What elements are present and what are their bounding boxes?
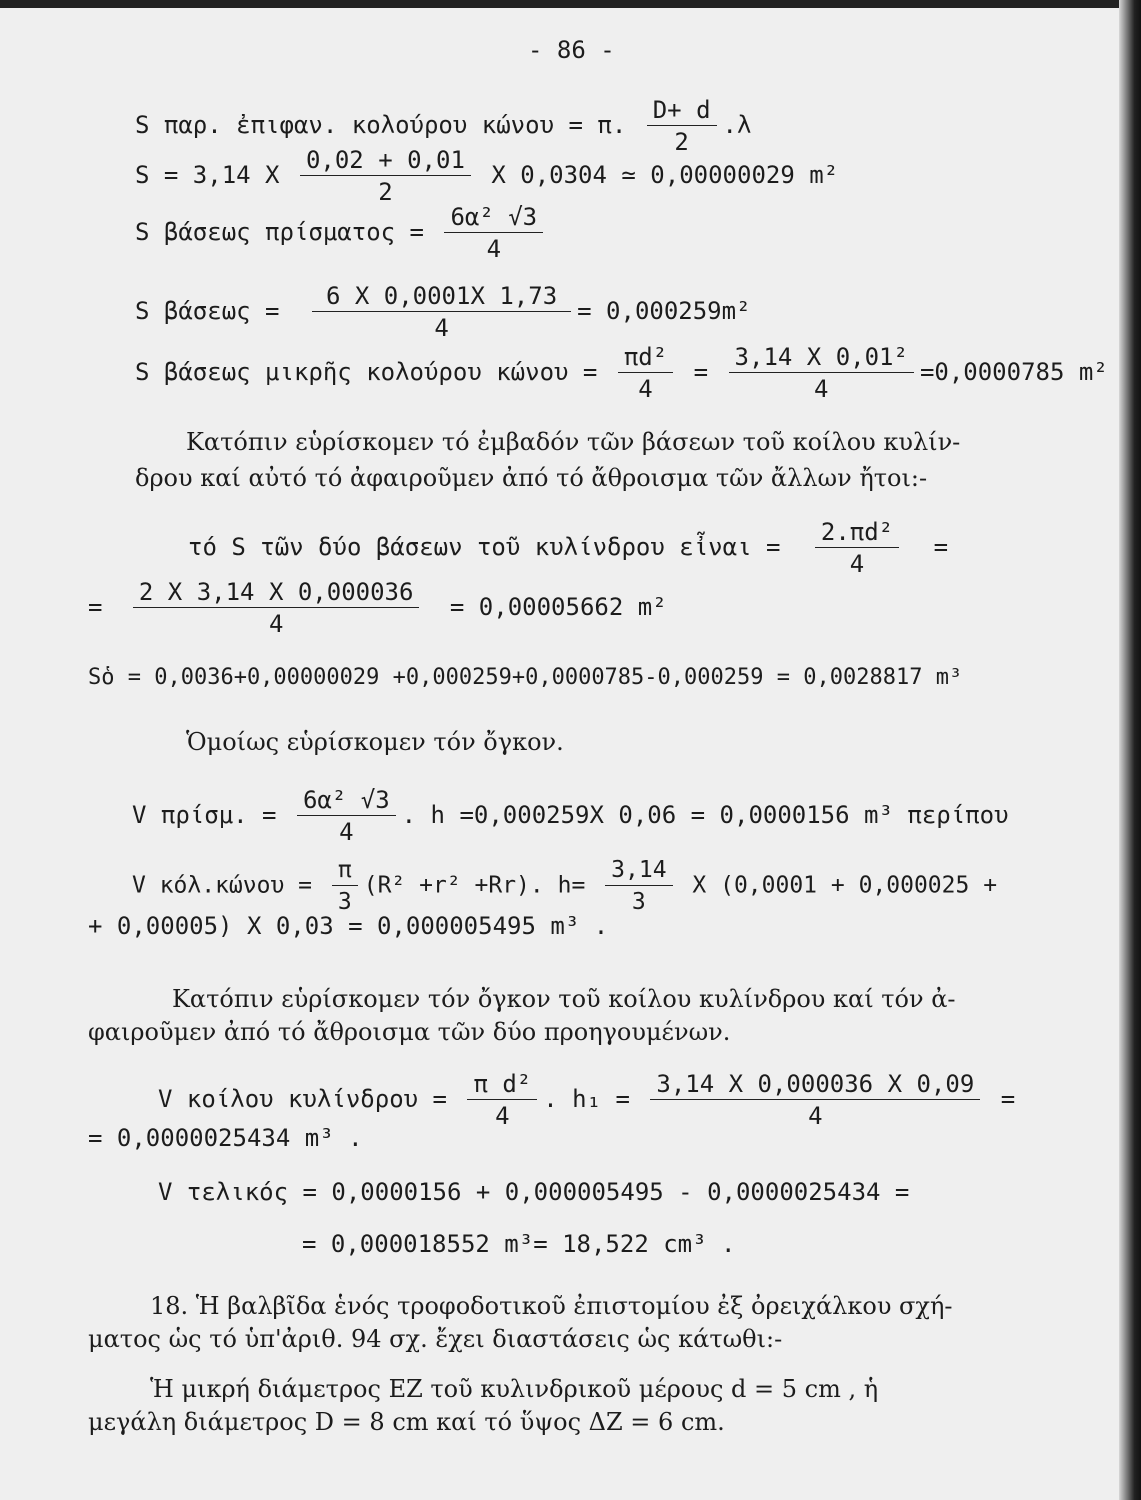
page-number: - 86 -	[528, 36, 615, 64]
formula-label: S = 3,14 X	[135, 161, 280, 189]
paragraph-line: Κατόπιν εὑρίσκομεν τό ἐμβαδόν τῶν βάσεων τοῦ κοίλου κυλίν-	[186, 428, 961, 456]
fraction	[300, 146, 471, 206]
fraction	[297, 786, 396, 846]
denominator: 4	[638, 375, 653, 403]
paragraph-line: Ὁμοίως εὑρίσκομεν τόν ὄγκον.	[186, 728, 564, 756]
paragraph-line: φαιροῦμεν ἀπό τό ἄθροισμα τῶν δύο προηγουμένων.	[88, 1018, 731, 1046]
dimensions-line: Ἡ μικρή διάμετρος ΕΖ τοῦ κυλινδρικοῦ μέρους d = 5 cm , ἡ	[150, 1375, 879, 1403]
fraction	[618, 343, 673, 403]
formula-label: S βάσεως πρίσματος =	[135, 218, 424, 246]
denominator: 4	[808, 1102, 823, 1130]
numerator: 2 X 3,14 X 0,000036	[133, 578, 420, 608]
formula-middle: (R² +r² +Rr). h=	[363, 872, 586, 899]
formula-two-bases-calc	[88, 578, 667, 638]
dimensions-line: μεγάλη διάμετρος D = 8 cm καί τό ὕψος ΔΖ = 6 cm.	[88, 1408, 725, 1436]
fraction	[815, 518, 899, 578]
paragraph-line: δρου καί αὐτό τό ἀφαιροῦμεν ἀπό τό ἄθροισμα τῶν ἄλλων ἤτοι:-	[135, 464, 928, 492]
numerator: 3,14	[605, 856, 672, 886]
numerator: 2.πd²	[815, 518, 899, 548]
formula-prism-base	[135, 203, 549, 263]
numerator: π d²	[467, 1070, 537, 1100]
numerator: 0,02 + 0,01	[300, 146, 471, 176]
equals-sign: =	[88, 593, 103, 621]
formula-hollow-result: = 0,0000025434 m³ .	[88, 1124, 363, 1152]
formula-tail: X 0,0304 ≃ 0,00000029 m²	[491, 161, 839, 189]
formula-tail: X (0,0001 + 0,000025 +	[692, 872, 998, 899]
problem-text-line: ματος ὡς τό ὑπ'ἀριθ. 94 σχ. ἔχει διαστάσεις ὡς κάτωθι:-	[88, 1325, 783, 1353]
fraction	[332, 856, 358, 916]
equals-sign: =	[1000, 1085, 1016, 1113]
denominator: 4	[339, 818, 354, 846]
formula-label: V πρίσμ. =	[132, 801, 277, 829]
numerator: 3,14 X 0,000036 X 0,09	[650, 1070, 980, 1100]
formula-lateral-calc	[135, 146, 838, 206]
equals-sign: =	[693, 358, 709, 386]
formula-base-calc	[135, 282, 751, 342]
formula-small-base	[135, 343, 1108, 403]
numerator: 6 X 0,0001X 1,73	[312, 282, 571, 312]
fraction	[729, 343, 914, 403]
formula-label: V κόλ.κώνου =	[132, 872, 313, 899]
formula-two-bases	[188, 518, 948, 578]
paragraph-line: Κατόπιν εὑρίσκομεν τόν ὄγκον τοῦ κοίλου κυλίνδρου καί τόν ἀ-	[172, 985, 956, 1013]
formula-prism-volume	[132, 786, 1009, 846]
denominator: 2	[378, 178, 393, 206]
formula-label: S βάσεως =	[135, 297, 280, 325]
formula-tail: = 0,000259m²	[577, 297, 751, 325]
numerator: 6α² √3	[444, 203, 543, 233]
fraction	[133, 578, 420, 638]
scan-right-edge	[1119, 0, 1141, 1500]
formula-label: V κοίλου κυλίνδρου =	[158, 1085, 447, 1113]
numerator: πd²	[618, 343, 673, 373]
formula-cone-volume-cont: + 0,00005) X 0,03 = 0,000005495 m³ .	[88, 912, 609, 940]
formula-tail: . h =0,000259X 0,06 = 0,0000156 m³ περίπου	[401, 801, 1009, 829]
formula-label: S βάσεως μικρῆς κολούρου κώνου =	[135, 358, 598, 386]
formula-tail: = 0,00005662 m²	[449, 593, 667, 621]
fraction	[312, 282, 571, 342]
numerator: 6α² √3	[297, 786, 396, 816]
fraction	[444, 203, 543, 263]
numerator: 3,14 X 0,01²	[729, 343, 914, 373]
denominator: 3	[337, 889, 352, 915]
denominator: 2	[674, 128, 689, 156]
denominator: 4	[849, 550, 865, 578]
formula-label: S παρ. ἐπιφαν. κολούρου κώνου = π.	[135, 111, 627, 139]
formula-final-volume: V τελικός = 0,0000156 + 0,000005495 - 0,0000025434 =	[158, 1178, 910, 1206]
fraction	[650, 1070, 980, 1130]
formula-hollow-volume	[158, 1070, 1015, 1130]
numerator: π	[332, 856, 358, 886]
formula-cone-volume	[132, 856, 997, 916]
formula-tail: =0,0000785 m²	[919, 358, 1108, 386]
formula-final-result: = 0,000018552 m³= 18,522 cm³ .	[302, 1230, 736, 1258]
equals-sign: =	[933, 533, 949, 561]
denominator: 4	[495, 1102, 510, 1130]
denominator: 3	[631, 889, 646, 915]
fraction	[467, 1070, 537, 1130]
denominator: 4	[486, 235, 502, 263]
denominator: 4	[434, 314, 449, 342]
fraction	[605, 856, 672, 916]
problem-heading-line: 18. Ἡ βαλβῖδα ἑνός τροφοδοτικοῦ ἐπιστομίου ἐξ ὀρειχάλκου σχή-	[150, 1292, 953, 1320]
formula-label: τό S τῶν δύο βάσεων τοῦ κυλίνδρου εἶναι =	[188, 533, 781, 561]
numerator: D+ d	[647, 96, 717, 126]
formula-total-surface: Sὁ = 0,0036+0,00000029 +0,000259+0,0000785-0,000259 = 0,0028817 m³	[88, 665, 963, 690]
formula-tail: .λ	[722, 111, 752, 139]
denominator: 4	[268, 610, 284, 638]
formula-middle: . h₁ =	[543, 1085, 630, 1113]
denominator: 4	[814, 375, 829, 403]
